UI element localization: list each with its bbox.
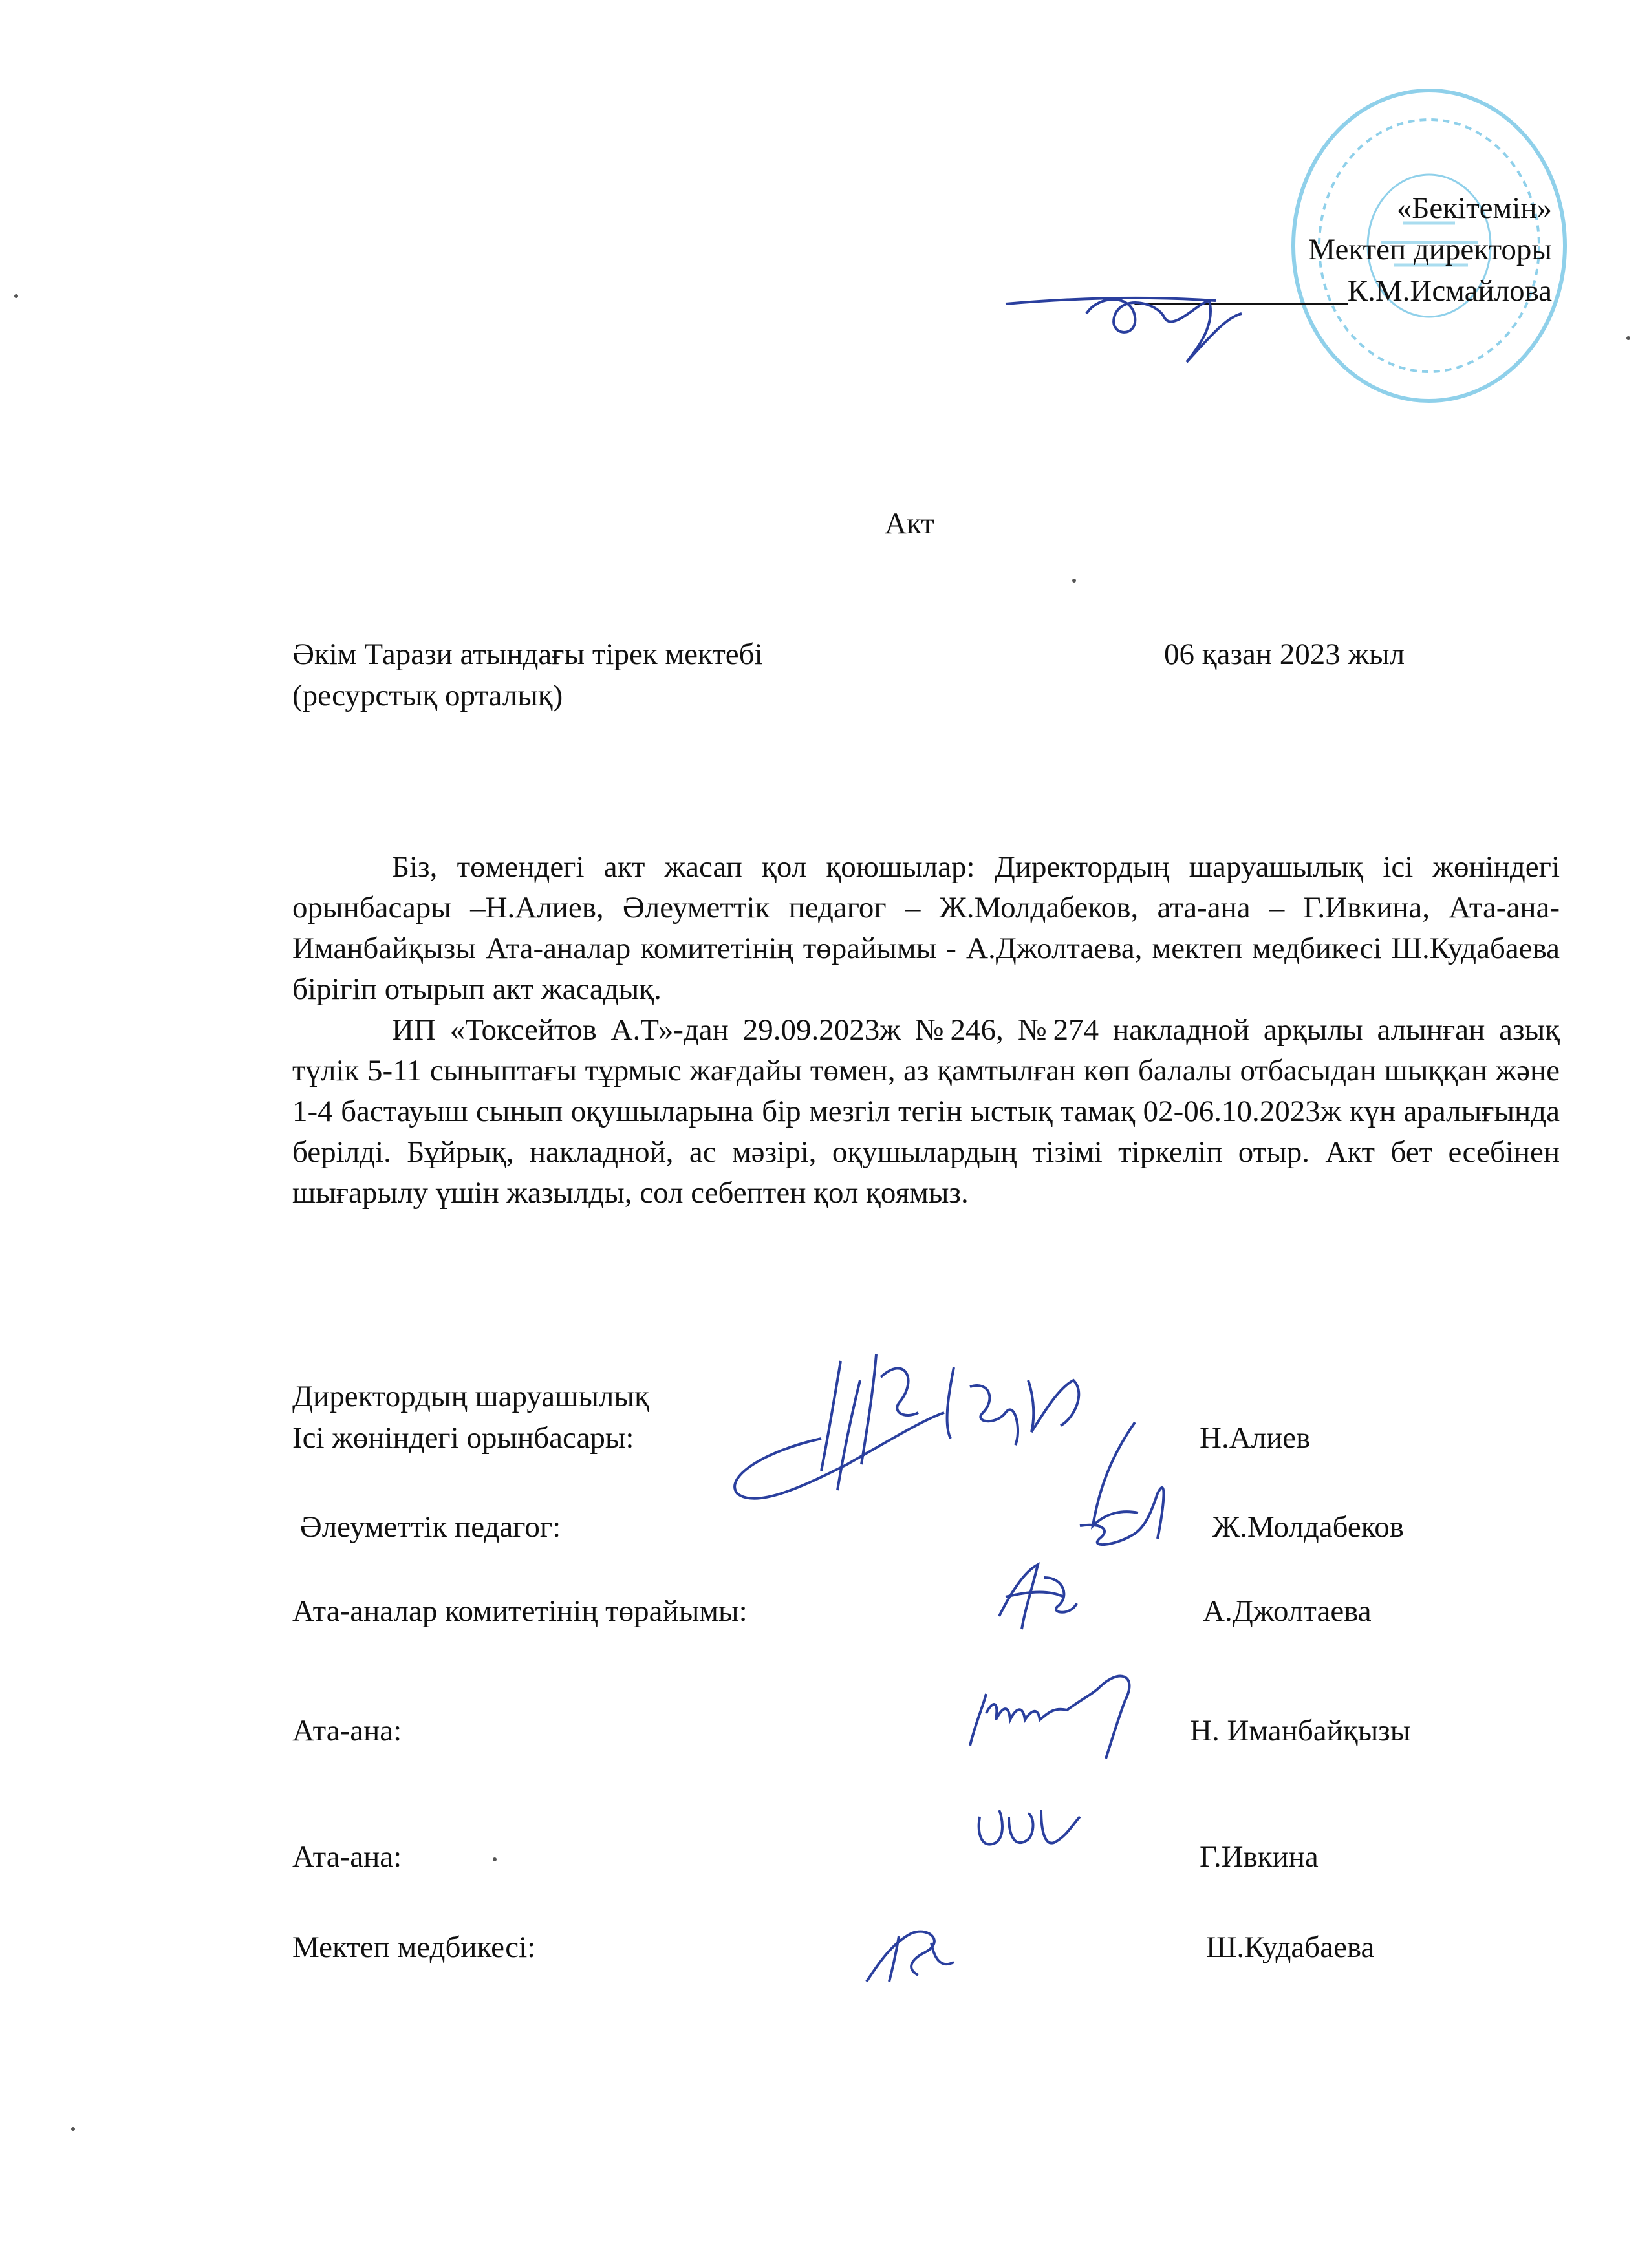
kudabaeva-signature — [860, 1923, 970, 1988]
signatory-role-3: Ата-аналар комитетінің төрайымы: — [292, 1594, 748, 1628]
approval-signature-line: ______________К.М.Исмайлова — [1134, 274, 1552, 308]
act-body — [292, 847, 1560, 1214]
scan-speck — [71, 2127, 75, 2131]
signatory-role-1-line1: Директордың шаруашылық — [292, 1380, 649, 1413]
scan-speck — [493, 1857, 497, 1861]
school-name-line1: Әкім Тарази атындағы тірек мектебі — [292, 637, 763, 671]
signatory-role-6: Мектеп медбикесі: — [292, 1931, 536, 1964]
document-date: 06 қазан 2023 жыл — [1164, 637, 1405, 671]
signatory-role-2: Әлеуметтік педагог: — [292, 1510, 561, 1544]
school-name-line2: (ресурстық орталық) — [292, 679, 563, 712]
scan-speck — [14, 294, 18, 298]
signatory-name-6: Ш.Кудабаева — [1206, 1931, 1375, 1964]
director-signature — [1002, 278, 1313, 369]
signatory-name-5: Г.Ивкина — [1200, 1840, 1319, 1874]
signatory-name-1: Н.Алиев — [1200, 1421, 1311, 1455]
signatory-role-4: Ата-ана: — [292, 1714, 402, 1748]
body-paragraph-1: Біз, төмендегі акт жасап қол қоюшылар: Директордың шаруашылық ісі жөніндегі орынбасары –Н.Алиев, Әлеуметтік педагог – Ж.Молдабеков, ата-ана – Г.Ивкина, Ата-ана- Иманбайқызы Ата-аналар комитетінің төрайымы - А.Джолтаева, мектеп медбикесі Ш.Кудабаева бірігіп отырып акт жасадық. — [292, 850, 1560, 1006]
approval-heading: «Бекітемін» — [1396, 191, 1552, 225]
scan-speck — [1626, 336, 1630, 340]
signatory-name-3: А.Джолтаева — [1203, 1594, 1372, 1628]
signatory-role-1-line2: Ісі жөніндегі орынбасары: — [292, 1421, 634, 1455]
moldabekov-signature — [1061, 1416, 1177, 1571]
body-paragraph-2: ИП «Токсейтов А.Т»-дан 29.09.2023ж №246, №274 накладной арқылы алынған азық түлік 5-11 сыныптағы тұрмыс жағдайы төмен, аз қамтылған көп балалы отбасыдан шыққан және 1-4 бастауыш сынып оқушыларына бір мезгіл тегін ыстық тамақ 02-06.10.2023ж күн аралығында берілді. Бұйрық, накладной, ас мәзірі, оқушылардың тізімі тіркеліп отыр. Акт бет есебінен шығарылу үшін жазылды, сол себептен қол қоямыз. — [292, 1013, 1560, 1210]
imanbaikyzy-signature — [964, 1655, 1151, 1765]
approval-position: Мектеп директоры — [1308, 233, 1552, 266]
joltaeva-signature — [986, 1552, 1090, 1642]
signatory-role-5: Ата-ана: — [292, 1840, 402, 1874]
ivkina-signature — [970, 1797, 1093, 1868]
signatory-name-2: Ж.Молдабеков — [1212, 1510, 1404, 1544]
scan-speck — [1072, 579, 1076, 583]
page-title: Акт — [885, 507, 934, 540]
signatory-name-4: Н. Иманбайқызы — [1190, 1714, 1411, 1748]
